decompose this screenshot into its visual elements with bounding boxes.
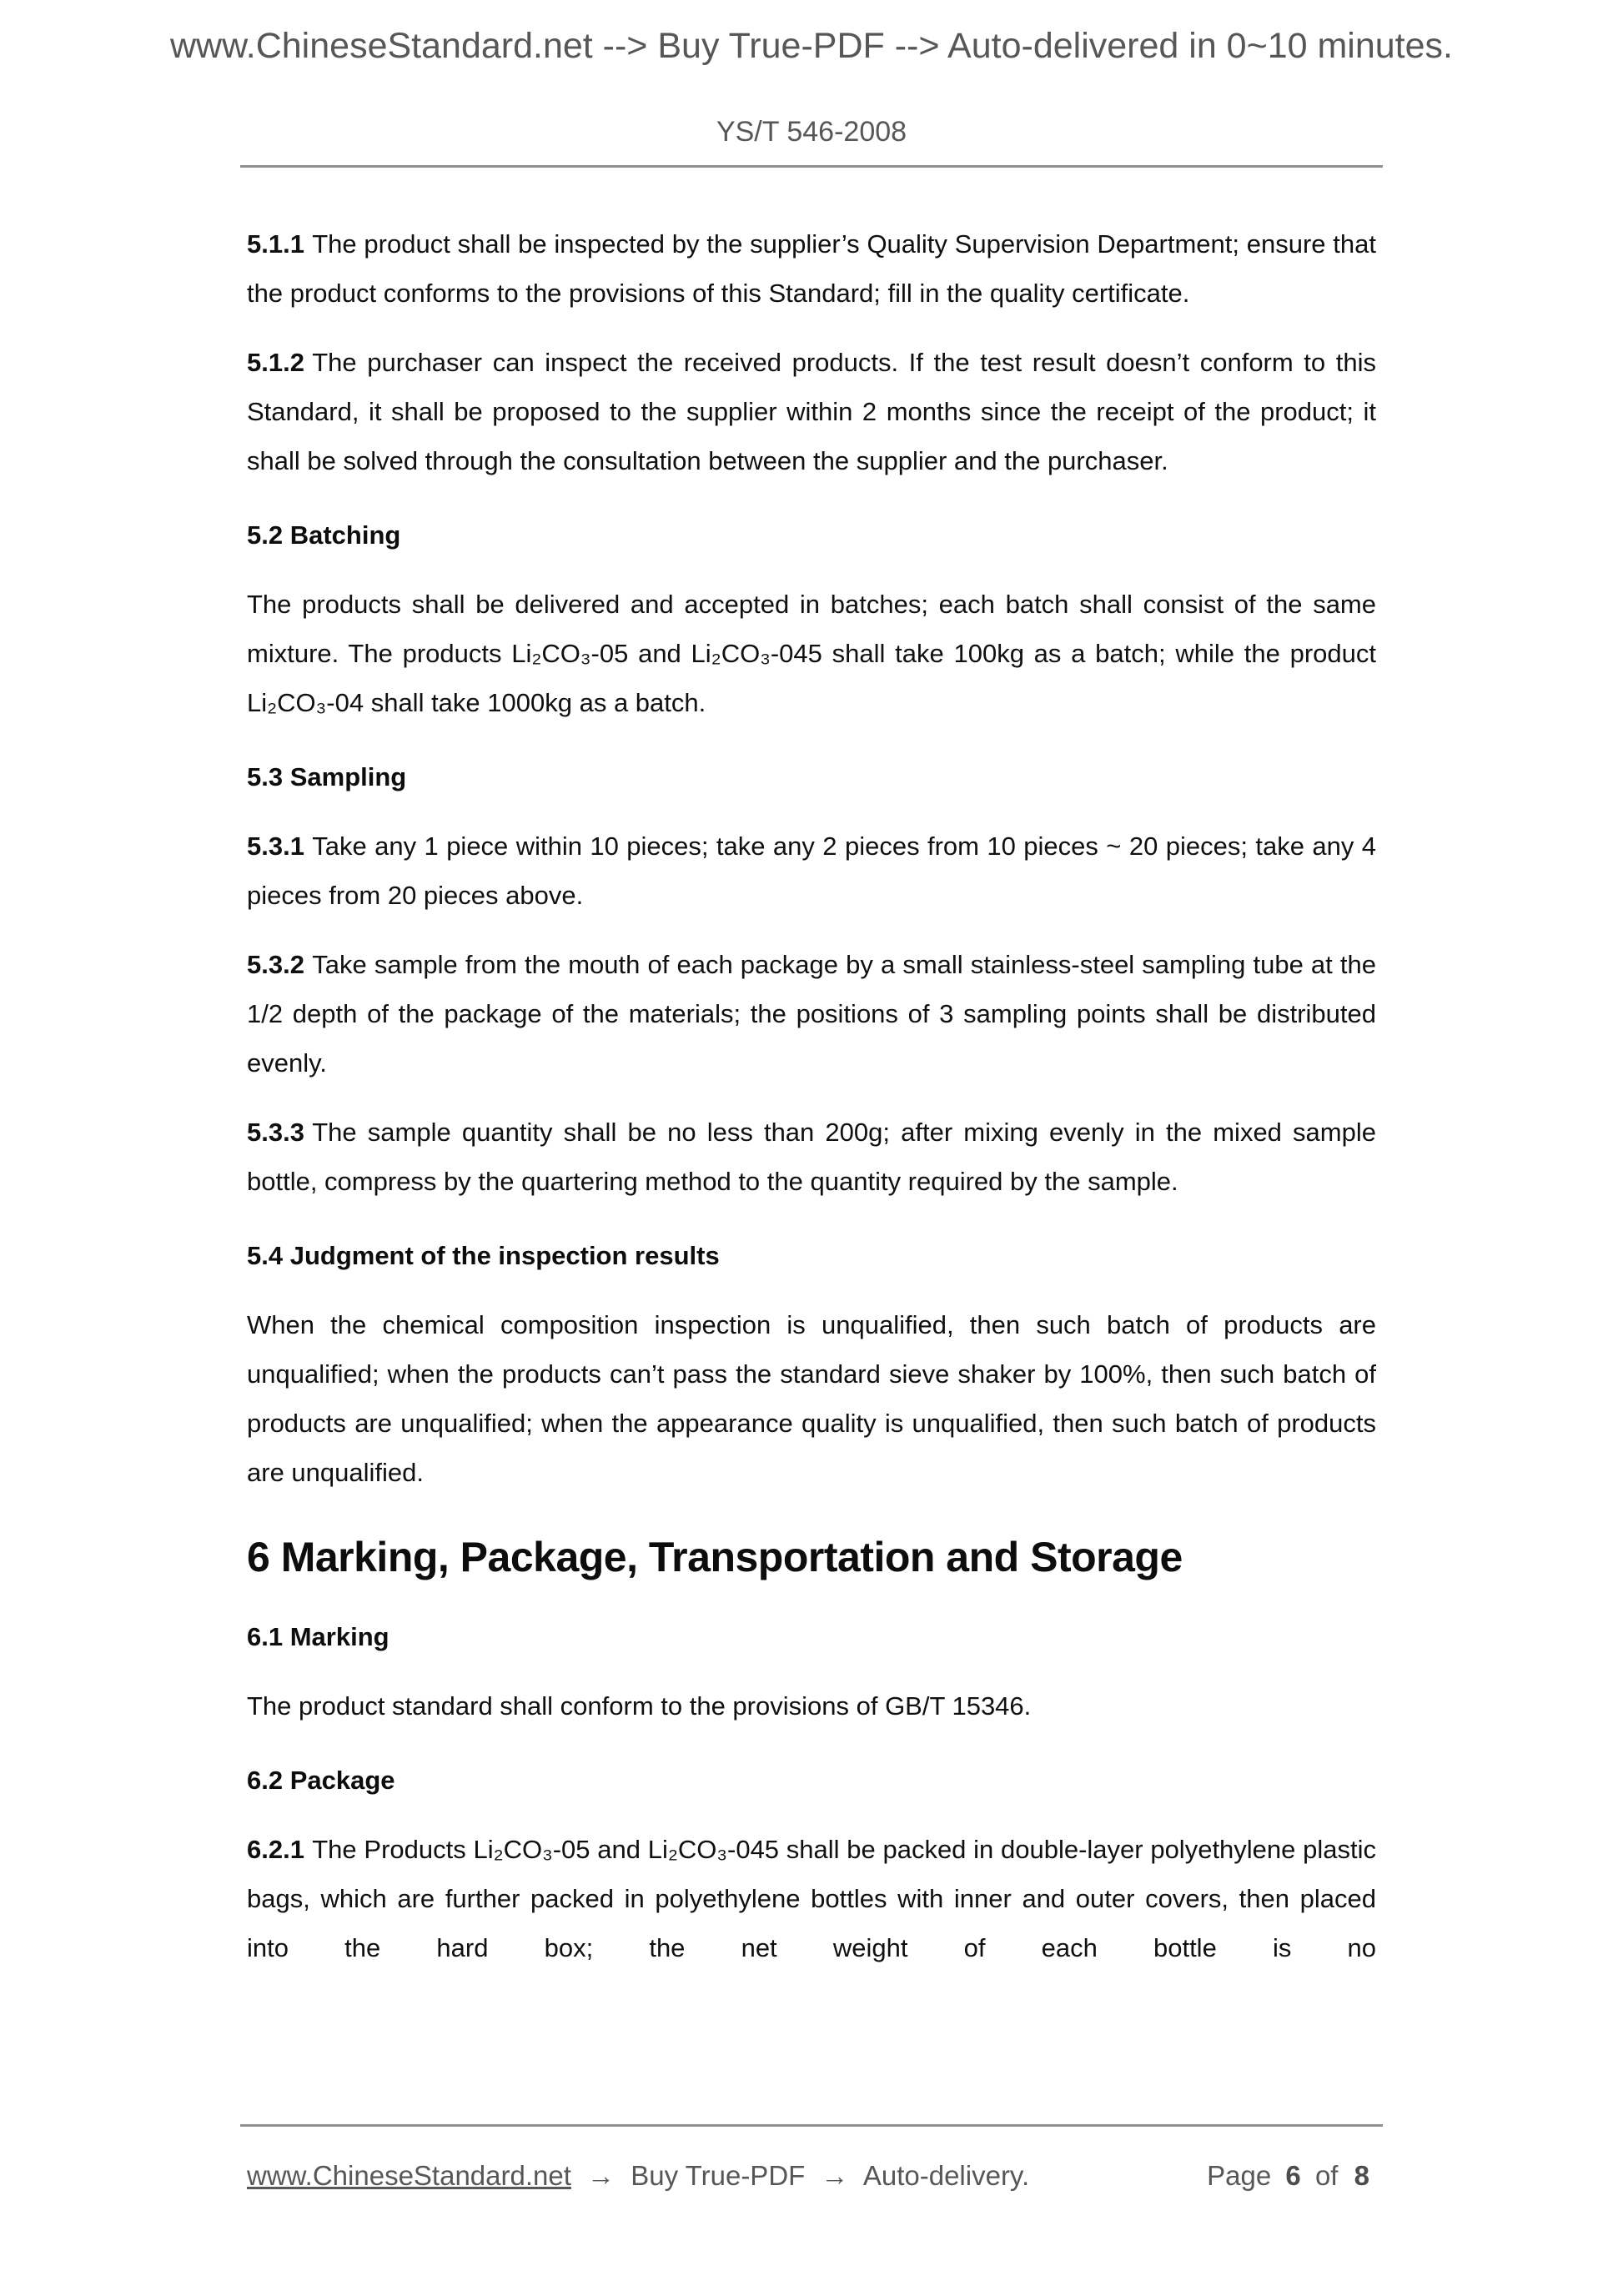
paragraph [247, 940, 1376, 1088]
doc-code-title: YS/T 546-2008 [716, 116, 907, 148]
arrow-right-icon: → [587, 2160, 616, 2191]
page-label: Page [1207, 2160, 1272, 2191]
clause-number: 5.3.2 [247, 950, 304, 979]
paragraph-text: The Products Li₂CO₃-05 and Li₂CO₃-045 shall be packed in double-layer polyethylene plastic bags, which are further packed in polyethylene bottles with inner and outer covers, then placed into the hard box; the net weight of each bottle is no [247, 1835, 1376, 1962]
footer-rule [240, 2124, 1383, 2127]
of-label: of [1314, 2160, 1339, 2191]
footer-site-line [247, 2158, 1029, 2193]
paragraph-text: The product standard shall conform to the provisions of GB/T 15346. [247, 1691, 1032, 1721]
footer-area [0, 2124, 1623, 2193]
footer-site-link[interactable]: www.ChineseStandard.net [247, 2160, 571, 2191]
section-heading: 6.2 Package [247, 1766, 395, 1795]
chapter-heading: 6 Marking, Package, Transportation and Storage [247, 1534, 1183, 1580]
footer [247, 2158, 1376, 2193]
section-heading: 5.2 Batching [247, 520, 401, 550]
paragraph-text: Take any 1 piece within 10 pieces; take any 2 pieces from 10 pieces ~ 20 pieces; take any 4 pieces from 20 pieces above. [247, 831, 1376, 910]
arrow-right-icon: → [821, 2160, 849, 2191]
footer-buy-text: Buy True-PDF [631, 2160, 806, 2191]
clause-number: 5.1.1 [247, 229, 304, 259]
document-body [247, 219, 1376, 1972]
paragraph [247, 219, 1376, 318]
paragraph [247, 1300, 1376, 1497]
clause-number: 5.1.2 [247, 348, 304, 377]
header-rule [240, 165, 1383, 168]
footer-delivery-text: Auto-delivery. [862, 2160, 1030, 2191]
clause-number: 5.3.3 [247, 1118, 304, 1147]
paragraph-text: The products shall be delivered and accepted in batches; each batch shall consist of the same mixture. The products Li₂CO₃-05 and Li₂CO₃-045 shall take 100kg as a batch; while the product Li₂CO₃-04 shall take 1000kg as a batch. [247, 590, 1376, 717]
paragraph-text: The product shall be inspected by the supplier’s Quality Supervision Department; ensure that the product conforms to the provisions of this Standard; fill in the quality certificate. [247, 229, 1376, 308]
paragraph-text: Take sample from the mouth of each package by a small stainless-steel sampling tube at the 1/2 depth of the package of the materials; the positions of 3 sampling points shall be distributed evenly. [247, 950, 1376, 1078]
page-number: 6 [1285, 2160, 1301, 2191]
header-url-line: www.ChineseStandard.net --> Buy True-PDF --> Auto-delivered in 0~10 minutes. [169, 26, 1453, 66]
paragraph [247, 1108, 1376, 1206]
clause-number: 5.3.1 [247, 831, 304, 861]
section-heading: 6.1 Marking [247, 1622, 389, 1651]
section-heading: 5.4 Judgment of the inspection results [247, 1241, 720, 1270]
paragraph [247, 1681, 1376, 1731]
paragraph [247, 580, 1376, 727]
section-heading: 5.3 Sampling [247, 762, 407, 791]
footer-page-indicator [1207, 2158, 1376, 2193]
clause-number: 6.2.1 [247, 1835, 304, 1864]
paragraph-text: The sample quantity shall be no less than 200g; after mixing evenly in the mixed sample bottle, compress by the quartering method to the quantity required by the sample. [247, 1118, 1376, 1196]
paragraph-text: The purchaser can inspect the received products. If the test result doesn’t conform to this Standard, it shall be proposed to the supplier within 2 months since the receipt of the product; it shall be solved through the consultation between the supplier and the purchaser. [247, 348, 1376, 475]
paragraph [247, 338, 1376, 485]
paragraph [247, 1825, 1376, 1972]
paragraph [247, 821, 1376, 920]
page-total: 8 [1354, 2160, 1369, 2191]
paragraph-text: When the chemical composition inspection is unqualified, then such batch of products are unqualified; when the products can’t pass the standard sieve shaker by 100%, then such batch of products are unqualified; when the appearance quality is unqualified, then such batch of products are unqualified. [247, 1310, 1376, 1487]
